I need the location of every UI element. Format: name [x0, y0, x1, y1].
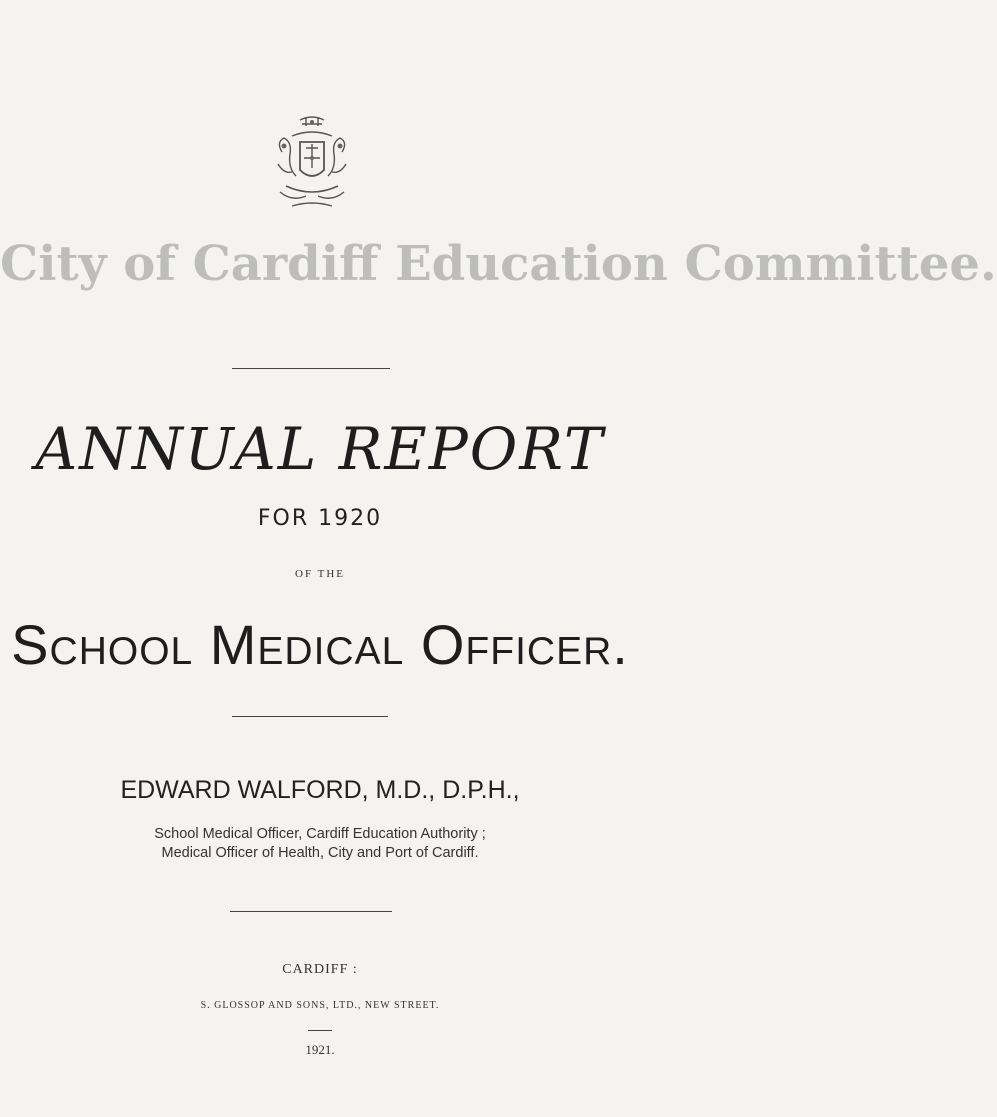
publication-year: 1921. — [305, 1042, 335, 1057]
author-affiliation: Medical Officer of Health, City and Port of Cardiff. — [161, 845, 479, 861]
author-name: EDWARD WALFORD, M.D., D.P.H., — [120, 776, 520, 804]
office-title: School Medical Officer. — [11, 613, 629, 676]
divider — [230, 911, 392, 912]
report-year: FOR 1920 — [257, 506, 383, 531]
divider — [232, 368, 390, 369]
committee-heading: City of Cardiff Education Committee. — [0, 236, 997, 292]
author-affiliation: School Medical Officer, Cardiff Education Authority ; — [154, 826, 486, 842]
divider — [232, 716, 388, 717]
of-the-label: OF THE — [295, 568, 345, 580]
printer-imprint: S. GLOSSOP AND SONS, LTD., NEW STREET. — [200, 1000, 440, 1011]
coat-of-arms-icon — [262, 112, 362, 212]
divider — [308, 1030, 332, 1031]
report-title: ANNUAL REPORT — [35, 415, 605, 483]
publication-city: CARDIFF : — [282, 962, 358, 977]
